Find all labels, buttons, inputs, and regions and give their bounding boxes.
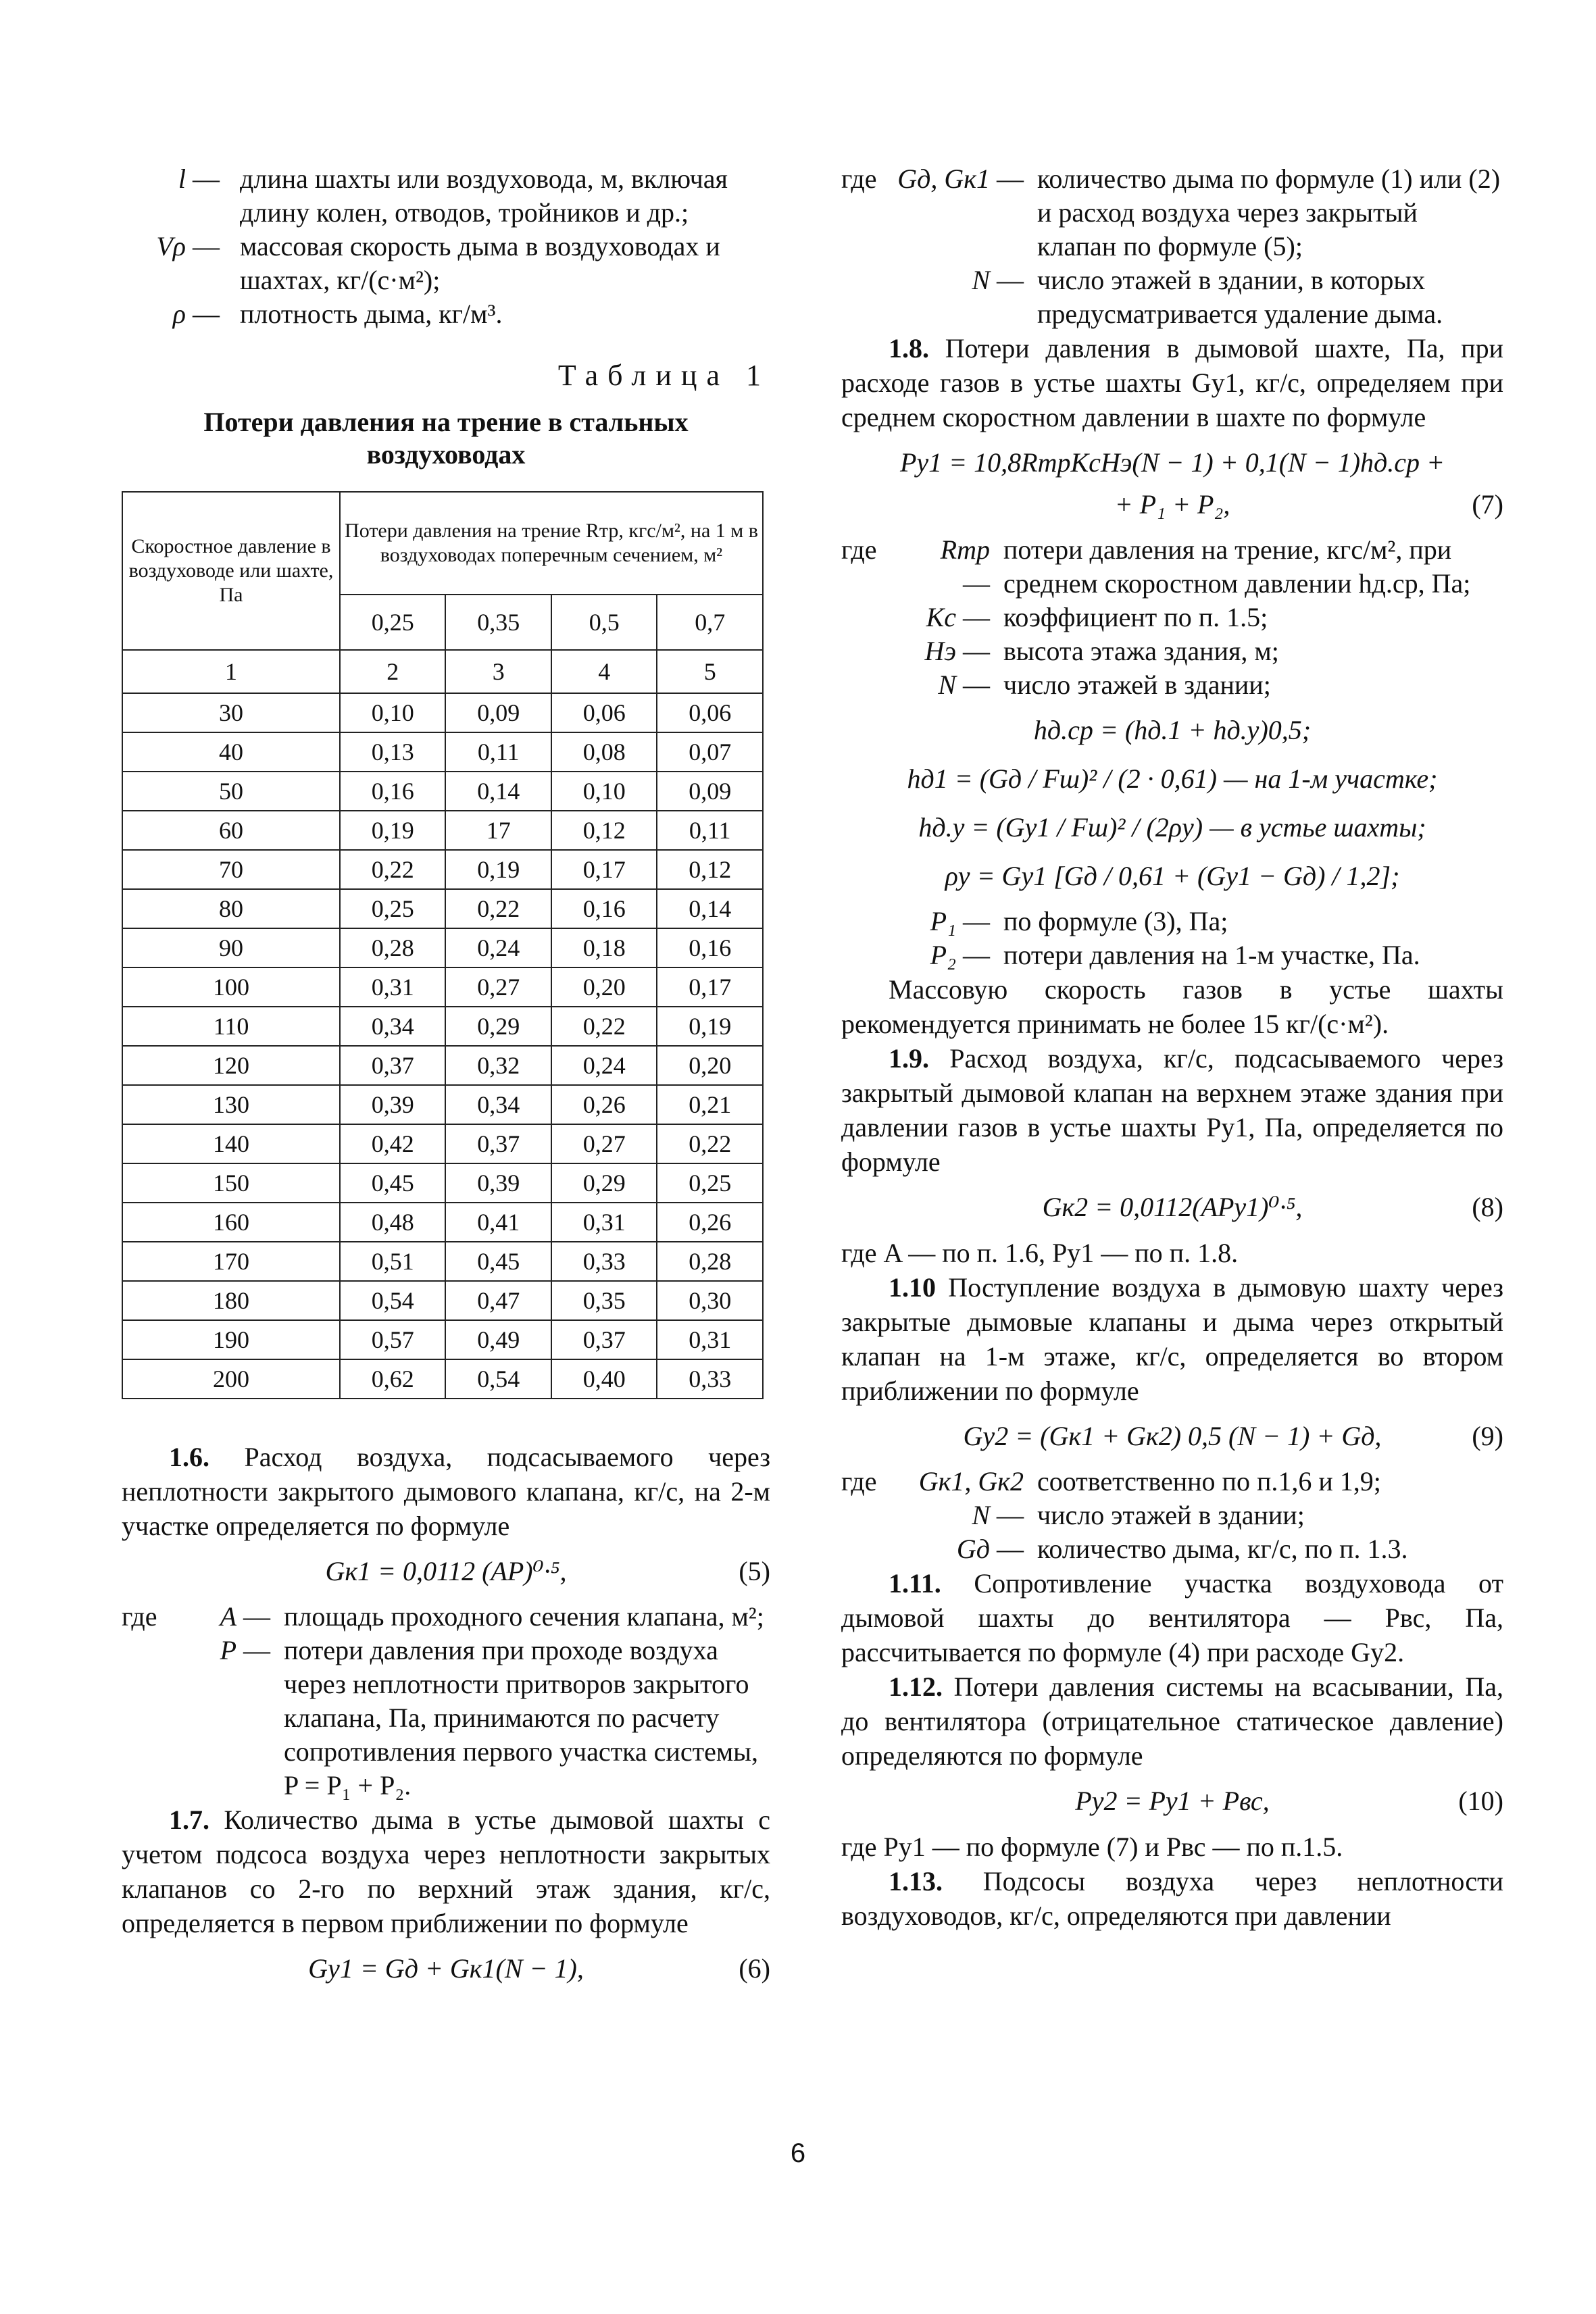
right-column	[841, 162, 1503, 1933]
table-row	[122, 1046, 763, 1085]
table-cell-value: 0,20	[551, 967, 657, 1007]
where-symbol: P₁ —	[909, 905, 990, 938]
paragraph-1-7	[122, 1803, 770, 1940]
paragraph-1-10	[841, 1270, 1503, 1408]
where-text: потери давления при проходе воздуха через неплотности притворов закрытого клапана, Па, принимаются по расчету сопротивления первого участка системы, P = P₁ + P₂.	[284, 1635, 759, 1801]
table-header-section: 0,25	[340, 595, 445, 650]
formula-text: Gу2 = (Gк1 + Gк2) 0,5 (N − 1) + Gд,	[963, 1421, 1382, 1451]
paragraph-text: Сопротивление участка воздуховода от дымовой шахты до вентилятора — Pвс, Па, рассчитывается по формуле (4) при расходе Gу2.	[841, 1568, 1503, 1667]
table-cell-value: 0,21	[657, 1085, 763, 1124]
table-cell-value: 0,57	[340, 1320, 445, 1359]
table-row	[122, 1359, 763, 1399]
column-number: 4	[551, 650, 657, 693]
table-cell-value: 0,41	[445, 1203, 551, 1242]
table-cell-value: 0,12	[657, 850, 763, 889]
where-text: площадь проходного сечения клапана, м²;	[284, 1601, 764, 1632]
table-cell-value: 0,27	[551, 1124, 657, 1163]
definition-rho	[122, 297, 770, 331]
column-number: 2	[340, 650, 445, 693]
definition-symbol: Vρ —	[122, 230, 220, 263]
formula-number: (9)	[1472, 1421, 1503, 1451]
table-cell-value: 0,51	[340, 1242, 445, 1281]
table-cell-pressure: 180	[122, 1281, 340, 1320]
where-symbol: Hэ —	[909, 634, 990, 668]
where-9-gd	[841, 1532, 1503, 1566]
where-symbol: Gд —	[895, 1532, 1024, 1566]
table-title: Потери давления на трение в стальных воздуховодах	[203, 407, 689, 470]
table-cell-value: 0,22	[657, 1124, 763, 1163]
definition-text: длина шахты или воздуховода, м, включая длину колен, отводов, тройников и др.;	[240, 164, 728, 228]
table-cell-value: 0,29	[551, 1163, 657, 1203]
table-cell-value: 0,32	[445, 1046, 551, 1085]
table-cell-pressure: 100	[122, 967, 340, 1007]
formula-text: Pу1 = 10,8RтрKсHэ(N − 1) + 0,1(N − 1)hд.ср +	[899, 447, 1445, 478]
where-text: число этажей в здании;	[1003, 670, 1271, 700]
where-symbol: Gд, Gк1 —	[895, 162, 1024, 196]
where-9-gk	[841, 1465, 1503, 1499]
table-cell-value: 0,30	[657, 1281, 763, 1320]
where-symbol: P₂ —	[909, 938, 990, 972]
section-number: 1.13.	[889, 1866, 943, 1896]
formula-text: Gк1 = 0,0112 (AP)⁰·⁵,	[325, 1556, 567, 1586]
table-label: Таблица 1	[557, 359, 770, 392]
table-cell-value: 0,31	[340, 967, 445, 1007]
table-cell-value: 0,20	[657, 1046, 763, 1085]
table-cell-value: 0,45	[340, 1163, 445, 1203]
table-cell-value: 0,19	[657, 1007, 763, 1046]
table-row	[122, 1242, 763, 1281]
table-cell-value: 0,26	[657, 1203, 763, 1242]
where-word: где	[841, 1466, 877, 1496]
table-cell-value: 0,19	[340, 811, 445, 850]
table-cell-value: 0,17	[657, 967, 763, 1007]
table-cell-pressure: 30	[122, 693, 340, 732]
table-row	[122, 850, 763, 889]
table-cell-pressure: 190	[122, 1320, 340, 1359]
column-number: 3	[445, 650, 551, 693]
table-cell-value: 0,45	[445, 1242, 551, 1281]
where-symbol: Kс —	[909, 601, 990, 634]
table-row	[122, 732, 763, 772]
table-cell-value: 0,54	[445, 1359, 551, 1399]
where-text: потери давления на 1-м участке, Па.	[1003, 940, 1420, 970]
table-cell-value: 17	[445, 811, 551, 850]
definition-v-rho	[122, 230, 770, 297]
table-cell-value: 0,49	[445, 1320, 551, 1359]
where-9-n	[841, 1499, 1503, 1532]
where-text: соответственно по п.1,6 и 1,9;	[1037, 1466, 1381, 1496]
where-5-p	[122, 1634, 770, 1803]
where-text: количество дыма по формуле (1) или (2) и расход воздуха через закрытый клапан по формуле (5);	[1037, 164, 1501, 261]
where-symbol: P —	[189, 1634, 270, 1667]
formula-7-line1	[841, 443, 1503, 483]
table-cell-value: 0,25	[340, 889, 445, 928]
paragraph-1-6	[122, 1440, 770, 1543]
where-word: где	[122, 1601, 157, 1632]
table-cell-pressure: 60	[122, 811, 340, 850]
table-cell-pressure: 140	[122, 1124, 340, 1163]
table-cell-value: 0,31	[657, 1320, 763, 1359]
table-cell-pressure: 40	[122, 732, 340, 772]
formula-text: Pу2 = Pу1 + Pвс,	[1075, 1786, 1270, 1816]
paragraph-text: Потери давления системы на всасывании, Па, до вентилятора (отрицательное статическое давление) определяются по формуле	[841, 1671, 1503, 1771]
where-word: где	[841, 164, 877, 194]
table-cell-value: 0,13	[340, 732, 445, 772]
table-cell-value: 0,06	[657, 693, 763, 732]
paragraph-1-12-where: где Pу1 — по формуле (7) и Pвс — по п.1.5.	[841, 1832, 1343, 1862]
section-number: 1.11.	[889, 1568, 941, 1599]
table-row	[122, 811, 763, 850]
formula-number: (7)	[1472, 489, 1503, 520]
table-cell-value: 0,25	[657, 1163, 763, 1203]
table-cell-value: 0,29	[445, 1007, 551, 1046]
table-cell-value: 0,18	[551, 928, 657, 967]
table-row	[122, 967, 763, 1007]
paragraph-1-11	[841, 1566, 1503, 1669]
table-cell-value: 0,24	[551, 1046, 657, 1085]
section-number: 1.7.	[169, 1805, 209, 1835]
table-cell-pressure: 120	[122, 1046, 340, 1085]
table-cell-value: 0,28	[657, 1242, 763, 1281]
table-row	[122, 1124, 763, 1163]
table-cell-value: 0,40	[551, 1359, 657, 1399]
table-cell-value: 0,34	[445, 1085, 551, 1124]
formula-8	[841, 1187, 1503, 1228]
table-cell-value: 0,34	[340, 1007, 445, 1046]
definition-l	[122, 162, 770, 230]
where-symbol: A —	[189, 1600, 270, 1634]
table-cell-value: 0,33	[657, 1359, 763, 1399]
equation-rho-y: ρу = Gу1 [Gд / 0,61 + (Gу1 − Gд) / 1,2];	[945, 861, 1400, 891]
where-text: количество дыма, кг/с, по п. 1.3.	[1037, 1534, 1408, 1564]
column-number: 5	[657, 650, 763, 693]
formula-7-line2	[841, 484, 1503, 525]
table-cell-value: 0,11	[445, 732, 551, 772]
formula-10	[841, 1781, 1503, 1821]
where-symbol: Gк1, Gк2 —	[895, 1465, 1024, 1532]
table-cell-value: 0,14	[445, 772, 551, 811]
formula-text: Gк2 = 0,0112(APу1)⁰·⁵,	[1042, 1192, 1303, 1222]
table-cell-value: 0,16	[551, 889, 657, 928]
table-cell-value: 0,48	[340, 1203, 445, 1242]
where-symbol: N —	[895, 1499, 1024, 1532]
where-7-kc	[841, 601, 1503, 634]
table-cell-value: 0,22	[445, 889, 551, 928]
page-number: 6	[790, 2138, 806, 2168]
paragraph-1-12	[841, 1669, 1503, 1773]
table-row	[122, 1281, 763, 1320]
table-cell-value: 0,08	[551, 732, 657, 772]
table-header-velocity-pressure: Скоростное давление в воздуховоде или шахте, Па	[122, 492, 340, 650]
table-cell-value: 0,39	[340, 1085, 445, 1124]
table-cell-value: 0,37	[445, 1124, 551, 1163]
where-text: потери давления на трение, кгс/м², при среднем скоростном давлении hд.ср, Па;	[1003, 534, 1471, 599]
table-column-numbers	[122, 650, 763, 693]
where-word: где	[841, 534, 877, 565]
table-cell-value: 0,22	[551, 1007, 657, 1046]
table-cell-value: 0,09	[657, 772, 763, 811]
section-number: 1.9.	[889, 1043, 929, 1074]
friction-loss-table	[122, 491, 764, 1399]
where-7-p2	[841, 938, 1503, 972]
table-cell-value: 0,16	[340, 772, 445, 811]
table-row	[122, 693, 763, 732]
where-7-he	[841, 634, 1503, 668]
paragraph-text: Подсосы воздуха через неплотности воздуховодов, кг/с, определяются при давлении	[841, 1866, 1503, 1931]
paragraph-1-13	[841, 1864, 1503, 1933]
where-7-p1	[841, 905, 1503, 938]
table-cell-value: 0,12	[551, 811, 657, 850]
where-text: по формуле (3), Па;	[1003, 906, 1228, 936]
table-cell-value: 0,42	[340, 1124, 445, 1163]
table-cell-value: 0,26	[551, 1085, 657, 1124]
formula-5	[122, 1551, 770, 1592]
table-cell-value: 0,39	[445, 1163, 551, 1203]
table-cell-value: 0,47	[445, 1281, 551, 1320]
table-cell-value: 0,31	[551, 1203, 657, 1242]
section-number: 1.10	[889, 1272, 936, 1303]
table-cell-value: 0,27	[445, 967, 551, 1007]
table-cell-value: 0,33	[551, 1242, 657, 1281]
table-cell-value: 0,07	[657, 732, 763, 772]
table-cell-pressure: 110	[122, 1007, 340, 1046]
where-7-n	[841, 668, 1503, 702]
where-text: число этажей в здании, в которых предусматривается удаление дыма.	[1037, 265, 1443, 329]
paragraph-text: Поступление воздуха в дымовую шахту через закрытые дымовые клапаны и дыма через открытый клапан на 1-м этаже, кг/с, определяется во втором приближении по формуле	[841, 1272, 1503, 1406]
paragraph-1-9-where: где A — по п. 1.6, Pу1 — по п. 1.8.	[841, 1238, 1239, 1268]
equation-h-avg: hд.ср = (hд.1 + hд.у)0,5;	[1033, 715, 1312, 745]
formula-text: Gу1 = Gд + Gк1(N − 1),	[308, 1953, 584, 1984]
section-number: 1.6.	[169, 1442, 209, 1472]
definition-text: плотность дыма, кг/м³.	[240, 299, 503, 329]
where-top-n	[841, 263, 1503, 331]
definition-text: массовая скорость дыма в воздуховодах и шахтах, кг/(с·м²);	[240, 231, 720, 295]
where-symbol: N —	[895, 263, 1024, 297]
table-cell-value: 0,17	[551, 850, 657, 889]
formula-9	[841, 1416, 1503, 1457]
where-symbol: N —	[909, 668, 990, 702]
section-number: 1.8.	[889, 333, 929, 363]
table-cell-pressure: 200	[122, 1359, 340, 1399]
left-column	[122, 162, 770, 1997]
definition-symbol: l —	[122, 162, 220, 196]
where-text: высота этажа здания, м;	[1003, 636, 1279, 666]
table-row	[122, 1163, 763, 1203]
where-symbol: Rтр —	[909, 533, 990, 601]
where-7-rtr	[841, 533, 1503, 601]
table-cell-value: 0,09	[445, 693, 551, 732]
formula-6	[122, 1948, 770, 1989]
equation-h-dy: hд.у = (Gу1 / Fш)² / (2ρу) — в устье шахты;	[918, 812, 1426, 842]
table-row	[122, 1085, 763, 1124]
table-cell-value: 0,14	[657, 889, 763, 928]
formula-number: (6)	[739, 1953, 770, 1984]
table-cell-pressure: 90	[122, 928, 340, 967]
paragraph-1-9	[841, 1041, 1503, 1179]
where-text: число этажей в здании;	[1037, 1500, 1305, 1530]
table-row	[122, 1007, 763, 1046]
where-top-g	[841, 162, 1503, 263]
table-cell-value: 0,11	[657, 811, 763, 850]
table-header-section: 0,7	[657, 595, 763, 650]
table-header-section: 0,35	[445, 595, 551, 650]
definition-symbol: ρ —	[122, 297, 220, 331]
table-cell-value: 0,37	[340, 1046, 445, 1085]
formula-number: (5)	[739, 1556, 770, 1586]
table-cell-pressure: 130	[122, 1085, 340, 1124]
table-row	[122, 1320, 763, 1359]
where-5-a	[122, 1600, 770, 1634]
table-cell-pressure: 50	[122, 772, 340, 811]
table-header-friction-loss: Потери давления на трение Rтр, кгс/м², на 1 м в воздуховодах поперечным сечением, м²	[340, 492, 763, 595]
table-cell-value: 0,10	[340, 693, 445, 732]
table-cell-value: 0,35	[551, 1281, 657, 1320]
column-number: 1	[122, 650, 340, 693]
paragraph-text: Потери давления в дымовой шахте, Па, при расходе газов в устье шахты Gу1, кг/с, определяем при среднем скоростном давлении в шахте по формуле	[841, 333, 1503, 432]
table-row	[122, 928, 763, 967]
table-cell-value: 0,22	[340, 850, 445, 889]
table-row	[122, 889, 763, 928]
table-cell-pressure: 170	[122, 1242, 340, 1281]
paragraph-mass-velocity: Массовую скорость газов в устье шахты рекомендуется принимать не более 15 кг/(с·м²).	[841, 974, 1503, 1039]
table-cell-value: 0,19	[445, 850, 551, 889]
table-cell-value: 0,06	[551, 693, 657, 732]
table-cell-value: 0,62	[340, 1359, 445, 1399]
formula-number: (10)	[1458, 1786, 1503, 1816]
table-cell-value: 0,16	[657, 928, 763, 967]
table-header-section: 0,5	[551, 595, 657, 650]
table-cell-value: 0,37	[551, 1320, 657, 1359]
section-number: 1.12.	[889, 1671, 943, 1702]
definitions-list	[122, 162, 770, 331]
table-cell-value: 0,24	[445, 928, 551, 967]
table-cell-value: 0,10	[551, 772, 657, 811]
table-row	[122, 1203, 763, 1242]
paragraph-text: Расход воздуха, кг/с, подсасываемого через закрытый дымовой клапан на верхнем этаже здания при давлении газов в устье шахты Pу1, Па, определяется по формуле	[841, 1043, 1503, 1177]
table-cell-pressure: 70	[122, 850, 340, 889]
formula-text: + P₁ + P₂,	[1114, 489, 1230, 520]
table-cell-value: 0,28	[340, 928, 445, 967]
paragraph-1-8	[841, 331, 1503, 434]
table-body	[122, 693, 763, 1399]
formula-number: (8)	[1472, 1192, 1503, 1222]
table-row	[122, 772, 763, 811]
table-cell-pressure: 160	[122, 1203, 340, 1242]
equation-h-d1: hд1 = (Gд / Fш)² / (2 · 0,61) — на 1-м участке;	[907, 763, 1438, 794]
table-cell-value: 0,54	[340, 1281, 445, 1320]
paragraph-text: Расход воздуха, подсасываемого через неплотности закрытого дымового клапана, кг/с, на 2-м участке определяется по формуле	[122, 1442, 770, 1541]
where-text: коэффициент по п. 1.5;	[1003, 602, 1268, 632]
table-cell-pressure: 80	[122, 889, 340, 928]
paragraph-text: Количество дыма в устье дымовой шахты с учетом подсоса воздуха через неплотности закрытых клапанов со 2-го по верхний этаж здания, кг/с, определяется в первом приближении по формуле	[122, 1805, 770, 1938]
table-cell-pressure: 150	[122, 1163, 340, 1203]
